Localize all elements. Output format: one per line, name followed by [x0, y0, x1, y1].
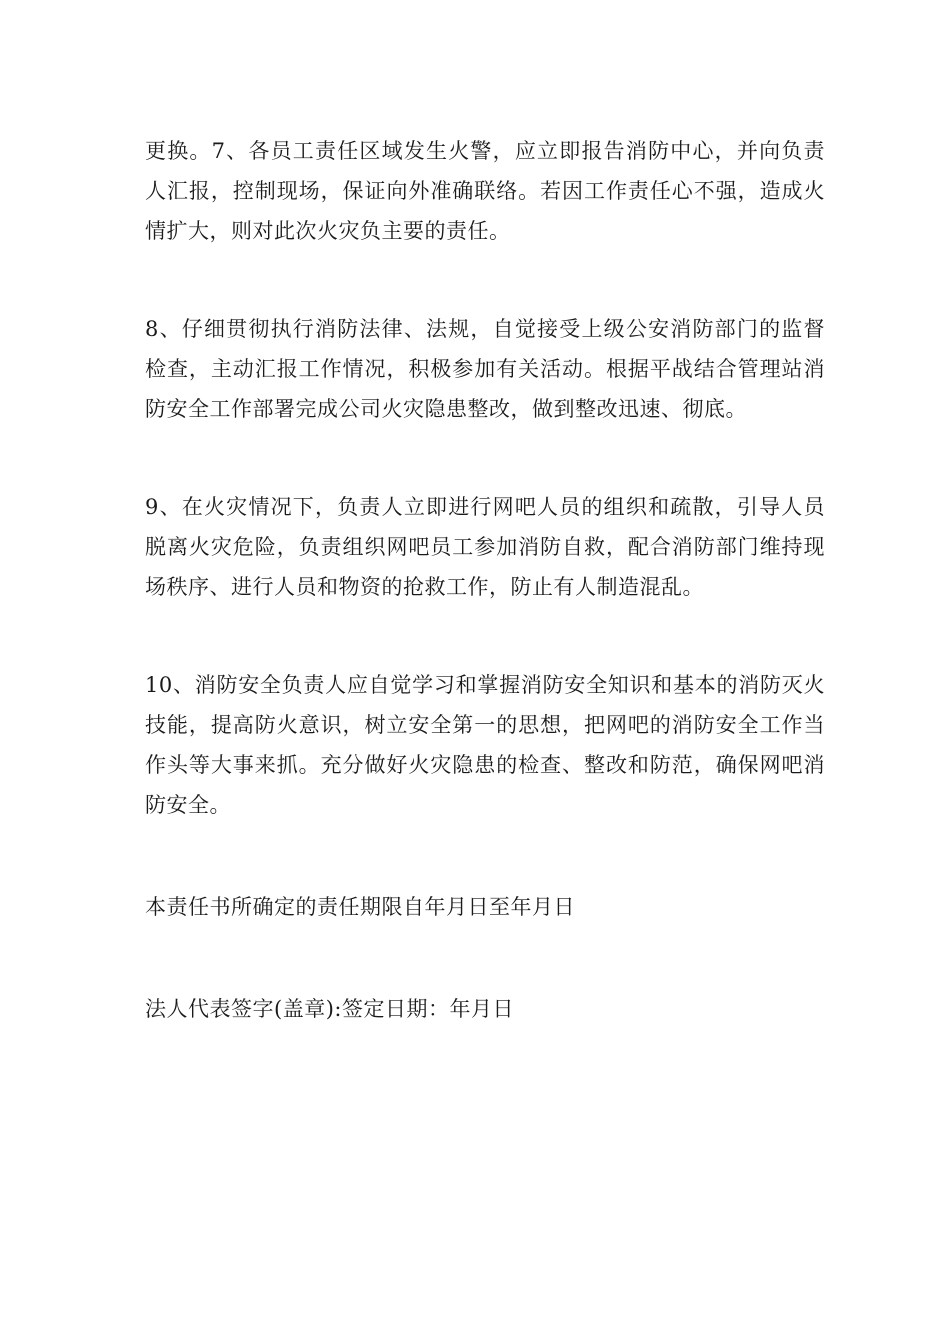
paragraph-spacer — [145, 825, 825, 887]
paragraph-spacer — [145, 251, 825, 309]
paragraph-item-9: 9、在火灾情况下，负责人立即进行网吧人员的组织和疏散，引导人员脱离火灾危险，负责组织网吧员工参加消防自救，配合消防部门维持现场秩序、进行人员和物资的抢救工作，防止有人制造混乱。 — [145, 495, 825, 599]
paragraph-spacer — [145, 429, 825, 487]
paragraph-item-10: 10、消防安全负责人应自觉学习和掌握消防安全知识和基本的消防灭火技能，提高防火意识，树立安全第一的思想，把网吧的消防安全工作当作头等大事来抓。充分做好火灾隐患的检查、整改和防范，确保网吧消防安全。 — [145, 673, 825, 817]
signature-line: 法人代表签字(盖章):签定日期：年月日 — [145, 997, 514, 1021]
paragraph-item-8: 8、仔细贯彻执行消防法律、法规，自觉接受上级公安消防部门的监督检查，主动汇报工作情况，积极参加有关活动。根据平战结合管理站消防安全工作部署完成公司火灾隐患整改，做到整改迅速、彻底。 — [145, 317, 825, 421]
paragraph-spacer — [145, 927, 825, 989]
responsibility-period: 本责任书所确定的责任期限自年月日至年月日 — [145, 895, 575, 919]
document-body — [145, 131, 825, 1029]
paragraph-spacer — [145, 607, 825, 665]
paragraph-item-7: 更换。7、各员工责任区域发生火警，应立即报告消防中心，并向负责人汇报，控制现场，保证向外准确联络。若因工作责任心不强，造成火情扩大，则对此次火灾负主要的责任。 — [145, 139, 825, 243]
